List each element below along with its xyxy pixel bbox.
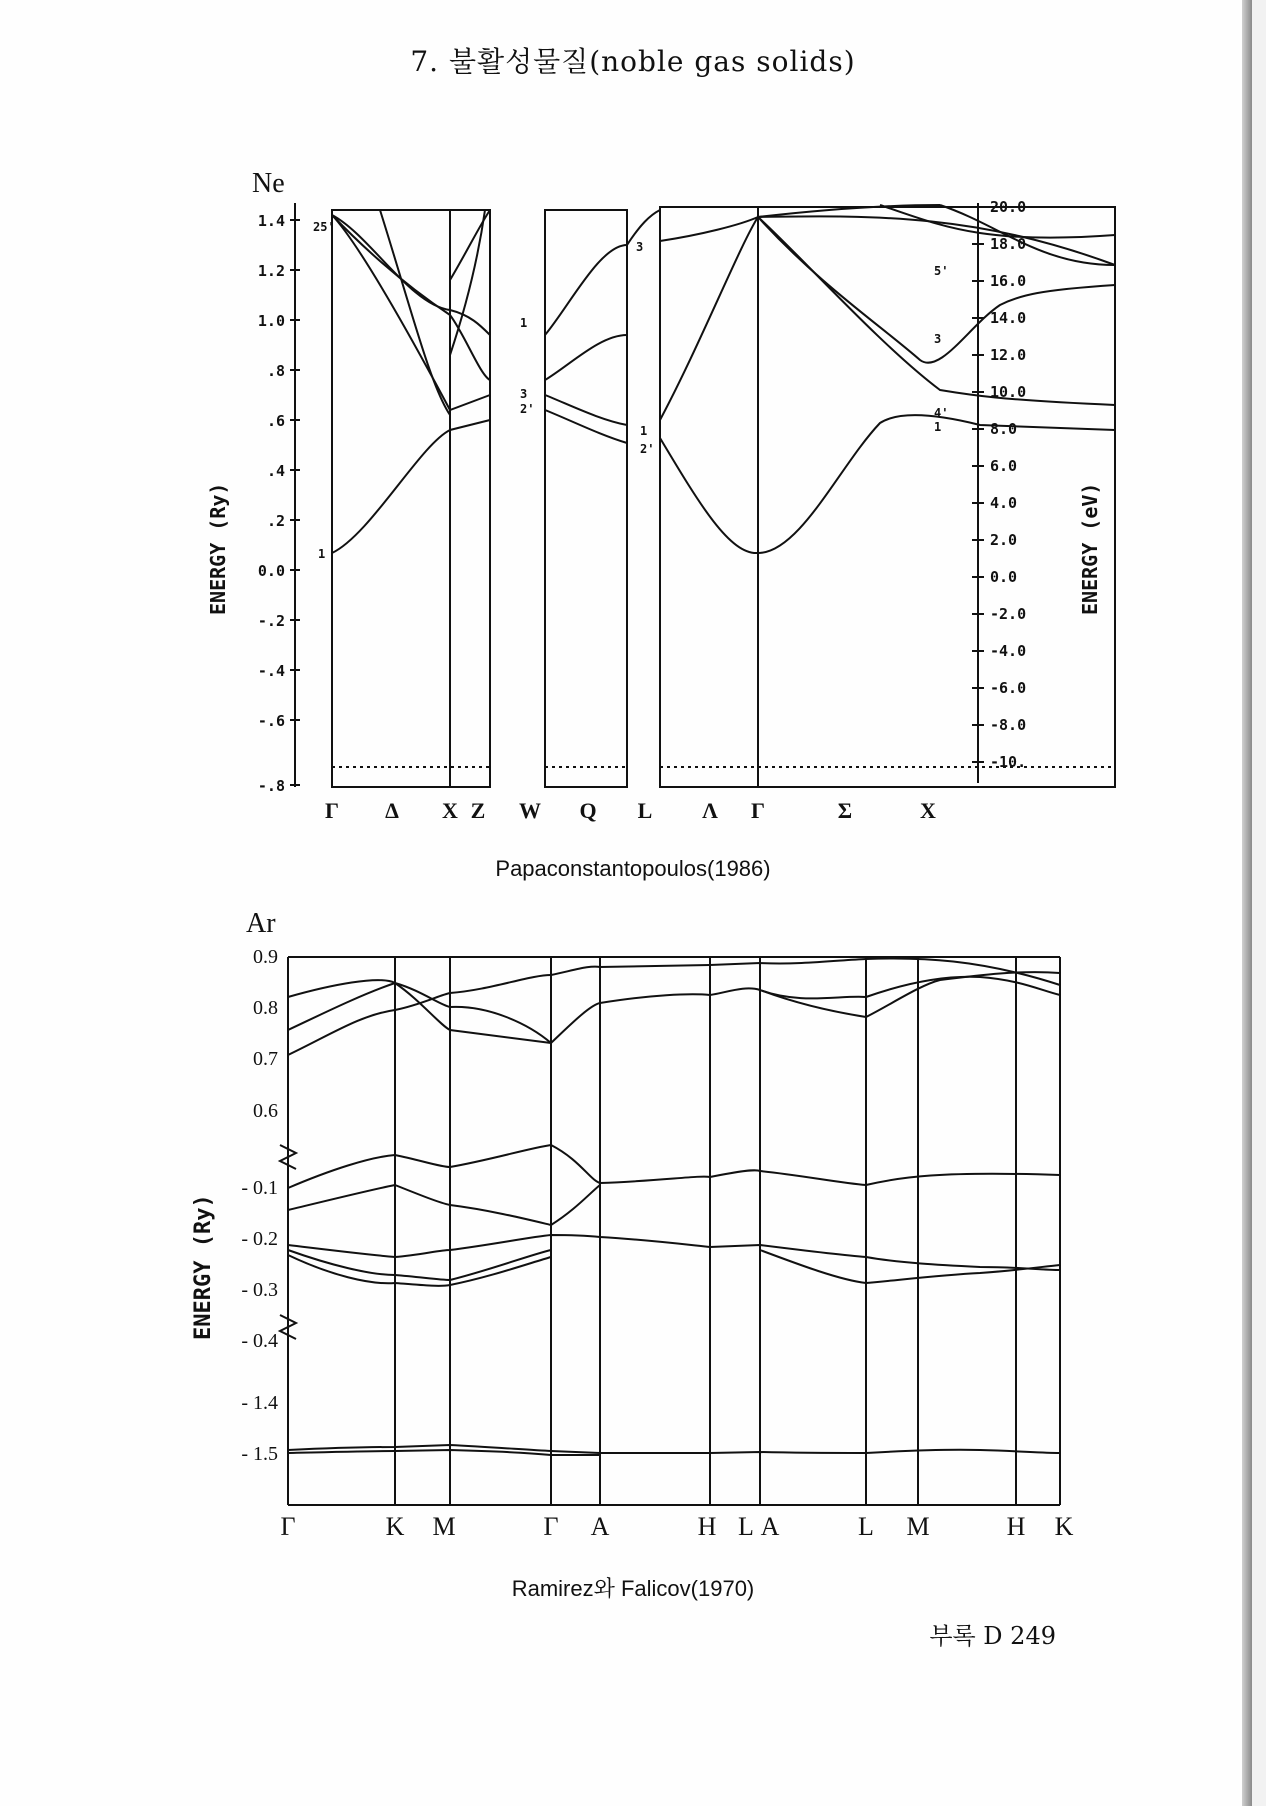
ne-right-tick: -10.	[990, 753, 1027, 771]
ne-right-tick: -4.0	[990, 642, 1027, 660]
ar-figure-caption: Ramirez와 Falicov(1970)	[511, 1576, 755, 1601]
ar-k-label: K	[385, 1512, 405, 1541]
ne-left-tick: 1.0	[257, 312, 285, 330]
ne-left-tick: 1.2	[257, 262, 285, 280]
ne-state-label: 3	[934, 332, 942, 346]
ar-y-tick: 0.7	[253, 1048, 278, 1070]
ne-state-label: 1	[318, 547, 326, 561]
ar-y-tick: - 0.3	[241, 1279, 278, 1301]
ne-k-label: Σ	[837, 798, 853, 823]
ne-k-label: W	[519, 798, 541, 823]
ne-left-tick: -.6	[257, 712, 285, 730]
ne-k-label: Z	[470, 798, 486, 823]
ar-band-structure-figure	[180, 945, 1080, 1545]
ne-left-tick: -.8	[257, 777, 285, 795]
ne-element-label: Ne	[252, 168, 285, 199]
ne-right-tick: -6.0	[990, 679, 1027, 697]
ne-left-tick: -.4	[257, 662, 285, 680]
ne-left-tick: 1.4	[257, 212, 285, 230]
ne-state-label: 1	[934, 420, 942, 434]
ne-right-tick: 4.0	[990, 494, 1018, 512]
ne-state-label: 3	[520, 387, 528, 401]
ar-k-label: L	[858, 1512, 874, 1541]
ar-k-label: Γ	[280, 1512, 296, 1541]
ne-figure-caption: Papaconstantopoulos(1986)	[495, 856, 771, 881]
ar-y-tick: - 1.5	[241, 1443, 278, 1465]
ne-panel-3-frame	[660, 207, 1115, 787]
ne-right-tick: 16.0	[990, 272, 1027, 290]
ne-state-label: 4'	[934, 406, 949, 420]
page-edge-strip	[1252, 0, 1266, 1806]
ar-y-tick: - 0.2	[241, 1228, 278, 1250]
ne-k-label: Q	[579, 798, 597, 823]
ne-state-label: 2'	[520, 402, 535, 416]
ne-left-tick: .6	[266, 412, 285, 430]
ne-left-tick: -.2	[257, 612, 285, 630]
ar-k-label: H	[1006, 1512, 1026, 1541]
ne-k-label: Δ	[385, 798, 399, 823]
ar-k-label: M	[906, 1512, 930, 1541]
ne-k-label: Γ	[751, 798, 765, 823]
ar-k-label: K	[1054, 1512, 1074, 1541]
ne-right-axis-title: ENERGY (eV)	[1078, 482, 1102, 615]
ar-y-tick: - 0.1	[241, 1177, 278, 1199]
ne-right-tick: -2.0	[990, 605, 1027, 623]
ar-k-label: Γ	[543, 1512, 559, 1541]
ne-right-tick: 8.0	[990, 420, 1018, 438]
ne-left-tick: .4	[266, 462, 285, 480]
ar-y-tick: - 0.4	[241, 1330, 278, 1352]
page-title: 7. 불활성물질(noble gas solids)	[410, 45, 856, 78]
ne-panel-1-frame	[332, 210, 490, 787]
ar-k-label: A	[590, 1512, 610, 1541]
ne-right-tick: 10.0	[990, 383, 1027, 401]
ne-right-tick: 2.0	[990, 531, 1018, 549]
ne-k-label: L	[637, 798, 653, 823]
ar-y-tick: 0.8	[253, 997, 278, 1019]
ne-state-label: 1	[640, 424, 648, 438]
ar-y-tick: - 1.4	[241, 1392, 278, 1414]
ne-k-label: Λ	[702, 798, 718, 823]
ar-y-tick: 0.6	[253, 1100, 278, 1122]
ne-k-label: X	[920, 798, 936, 823]
ar-element-label: Ar	[246, 908, 276, 939]
page-edge-shadow	[1242, 0, 1252, 1806]
ne-state-label: 3	[636, 240, 644, 254]
ne-right-tick: -8.0	[990, 716, 1027, 734]
ne-right-tick: 14.0	[990, 309, 1027, 327]
ne-right-tick: 18.0	[990, 235, 1027, 253]
ne-band-structure-figure	[180, 185, 1130, 825]
ar-k-label: A	[760, 1512, 780, 1541]
ne-left-axis-title: ENERGY (Ry)	[206, 482, 230, 615]
ar-k-label: H	[697, 1512, 717, 1541]
ne-left-tick: 0.0	[257, 562, 285, 580]
ar-k-label: M	[432, 1512, 456, 1541]
ne-k-label: Γ	[325, 798, 339, 823]
ne-panel-2-frame	[545, 210, 627, 787]
ne-state-label: 5'	[934, 264, 949, 278]
ne-left-tick: .8	[266, 362, 285, 380]
page-folio: 부록 D 249	[929, 1622, 1056, 1650]
ne-right-tick: 6.0	[990, 457, 1018, 475]
ne-state-label: 1	[520, 316, 528, 330]
ar-k-label: L	[738, 1512, 754, 1541]
ne-state-label: 25'	[313, 220, 335, 234]
ne-state-label: 2'	[640, 442, 655, 456]
ne-left-tick: .2	[266, 512, 285, 530]
ar-y-tick: 0.9	[253, 946, 278, 968]
ne-right-tick: 20.0	[990, 198, 1027, 216]
ne-k-label: X	[442, 798, 458, 823]
ne-right-tick: 12.0	[990, 346, 1027, 364]
ar-axis-title: ENERGY (Ry)	[191, 1194, 216, 1340]
ne-right-tick: 0.0	[990, 568, 1018, 586]
